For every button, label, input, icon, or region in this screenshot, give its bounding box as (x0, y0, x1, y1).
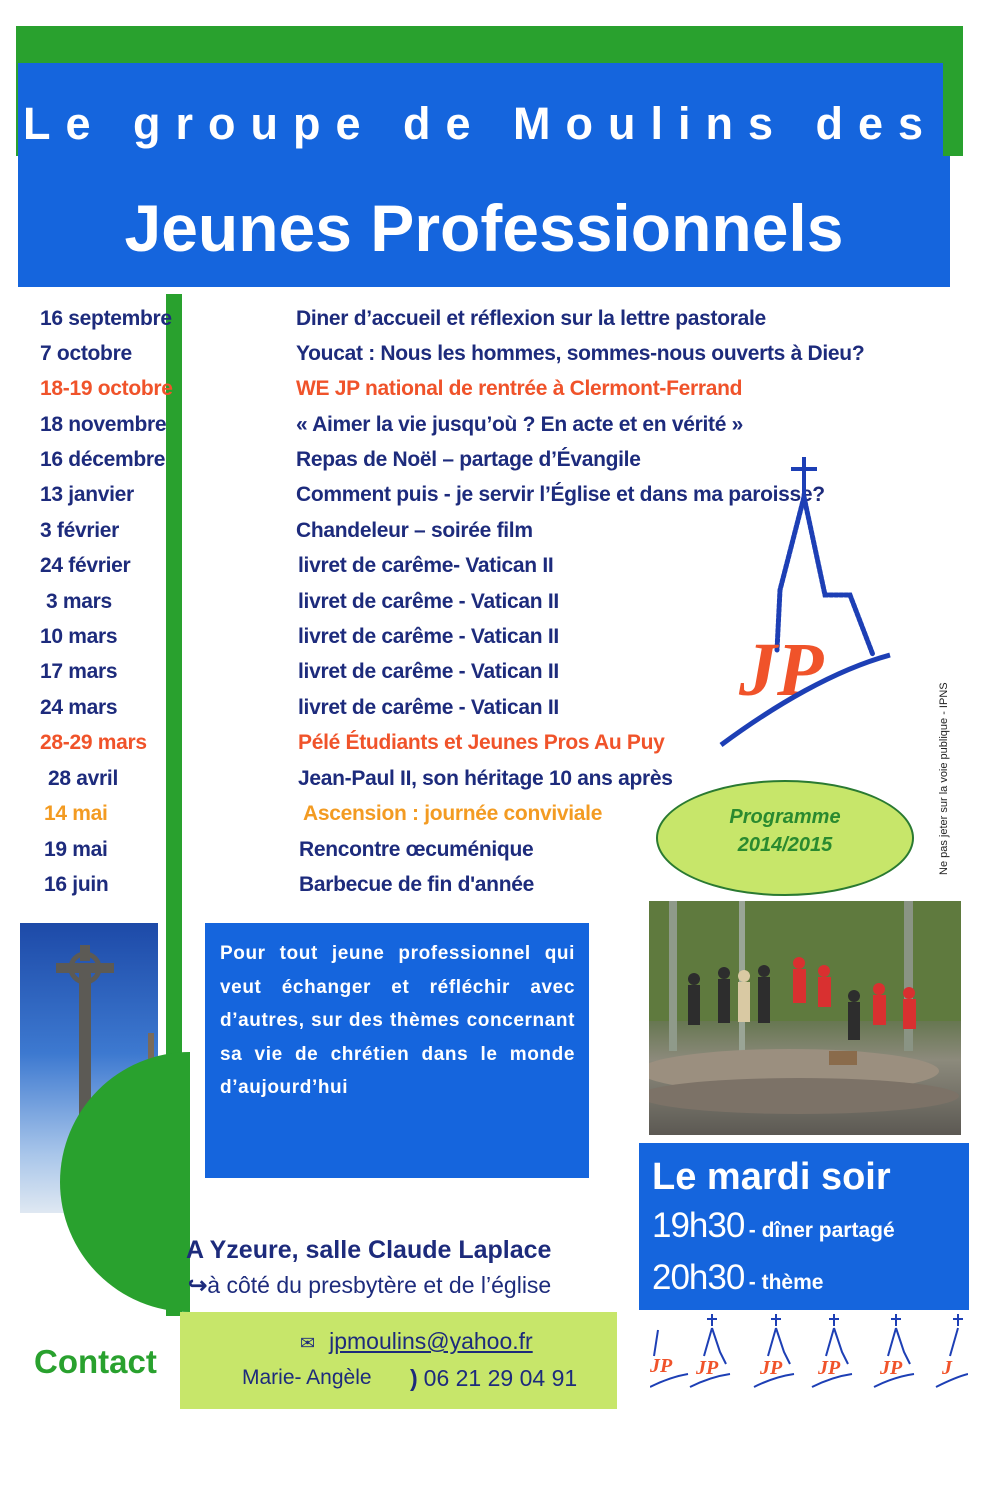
intro-text: Pour tout jeune professionnel qui veut échanger et réfléchir avec d’autres, sur des thèmes concernant sa vie de chrétien dans le monde d’aujourd’hui (220, 943, 575, 1098)
contact-box (180, 1312, 617, 1409)
schedule-date: 16 décembre (40, 448, 166, 471)
location-detail-text: à côté du presbytère et de l’église (207, 1272, 552, 1298)
schedule-event: livret de carême - Vatican II (298, 590, 559, 613)
svg-text:JP: JP (880, 1357, 903, 1379)
schedule-date: 17 mars (40, 660, 118, 683)
schedule-date: 24 février (40, 554, 131, 577)
programme-line1: Programme (729, 806, 841, 828)
mail-icon: ✉ (300, 1333, 316, 1353)
schedule-event: Comment puis - je servir l’Église et dans ma paroisse? (296, 483, 825, 506)
schedule-date: 14 mai (44, 802, 108, 825)
programme-line2: 2014/2015 (737, 834, 833, 856)
schedule-event: livret de carême - Vatican II (298, 660, 559, 683)
svg-text:JP: JP (650, 1355, 673, 1377)
schedule-date: 19 mai (44, 838, 108, 861)
location-detail (188, 1272, 551, 1299)
schedule-event: Ascension : journée conviviale (303, 802, 603, 825)
schedule-event: Jean-Paul II, son héritage 10 ans après (298, 767, 673, 790)
contact-name: Marie- Angèle (242, 1366, 372, 1389)
programme-label (656, 803, 914, 859)
jp-logo-row (650, 1312, 968, 1392)
jp-logo-text: JP (739, 628, 824, 712)
schedule-event: « Aimer la vie jusqu’où ? En acte et en vérité » (296, 413, 743, 436)
meeting-desc: - thème (748, 1271, 824, 1294)
schedule-event: livret de carême- Vatican II (298, 554, 554, 577)
svg-text:JP: JP (760, 1357, 783, 1379)
contact-label: Contact (34, 1343, 157, 1380)
schedule-event: Pélé Étudiants et Jeunes Pros Au Puy (298, 731, 665, 754)
jp-church-logo (715, 455, 915, 765)
header-subtitle: Le groupe de Moulins des (22, 98, 939, 149)
meeting-slot (652, 1206, 895, 1246)
schedule-date: 3 février (40, 519, 120, 542)
schedule-event: Barbecue de fin d'année (299, 873, 534, 896)
schedule-event: WE JP national de rentrée à Clermont-Ferrand (296, 377, 743, 400)
schedule-date: 10 mars (40, 625, 118, 648)
meeting-slot (652, 1258, 823, 1298)
schedule-date: 16 septembre (40, 307, 172, 330)
header-title: Jeunes Professionnels (124, 191, 844, 265)
schedule-event: Youcat : Nous les hommes, sommes-nous ouverts à Dieu? (296, 342, 865, 365)
side-note: Ne pas jeter sur la voie publique - IPNS (938, 682, 950, 875)
schedule-event: livret de carême - Vatican II (298, 696, 559, 719)
schedule-date: 16 juin (44, 873, 109, 896)
schedule-date: 18-19 octobre (40, 377, 173, 400)
cross-icon (791, 457, 817, 495)
contact-phone (410, 1365, 577, 1392)
contact-email[interactable] (300, 1328, 533, 1355)
contact-email-text[interactable]: jpmoulins@yahoo.fr (329, 1328, 533, 1354)
schedule-date: 3 mars (46, 590, 112, 613)
schedule-event: Diner d’accueil et réflexion sur la lettre pastorale (296, 307, 766, 330)
group-photo (649, 901, 961, 1135)
meeting-time: 20h30 (652, 1258, 745, 1297)
location-name: A Yzeure, salle Claude Laplace (186, 1236, 552, 1264)
jp-mini-logo-icon (650, 1314, 968, 1387)
group-photo-illustration (649, 901, 961, 1135)
schedule-date: 18 novembre (40, 413, 167, 436)
svg-text:JP: JP (696, 1357, 719, 1379)
schedule-event: livret de carême - Vatican II (298, 625, 559, 648)
meeting-time: 19h30 (652, 1206, 745, 1245)
schedule-date: 24 mars (40, 696, 118, 719)
schedule-date: 7 octobre (40, 342, 132, 365)
schedule-date: 13 janvier (40, 483, 134, 506)
contact-phone-text: 06 21 29 04 91 (423, 1365, 578, 1391)
arrow-icon: ↪ (188, 1272, 208, 1298)
meeting-day: Le mardi soir (652, 1156, 891, 1198)
schedule-date: 28-29 mars (40, 731, 147, 754)
schedule-event: Chandeleur – soirée film (296, 519, 533, 542)
schedule-date: 28 avril (48, 767, 118, 790)
schedule-event: Repas de Noël – partage d’Évangile (296, 448, 641, 471)
phone-icon: ) (410, 1365, 418, 1391)
svg-text:J: J (942, 1357, 952, 1379)
svg-text:JP: JP (818, 1357, 841, 1379)
schedule-event: Rencontre œcuménique (299, 838, 534, 861)
meeting-desc: - dîner partagé (748, 1219, 895, 1242)
